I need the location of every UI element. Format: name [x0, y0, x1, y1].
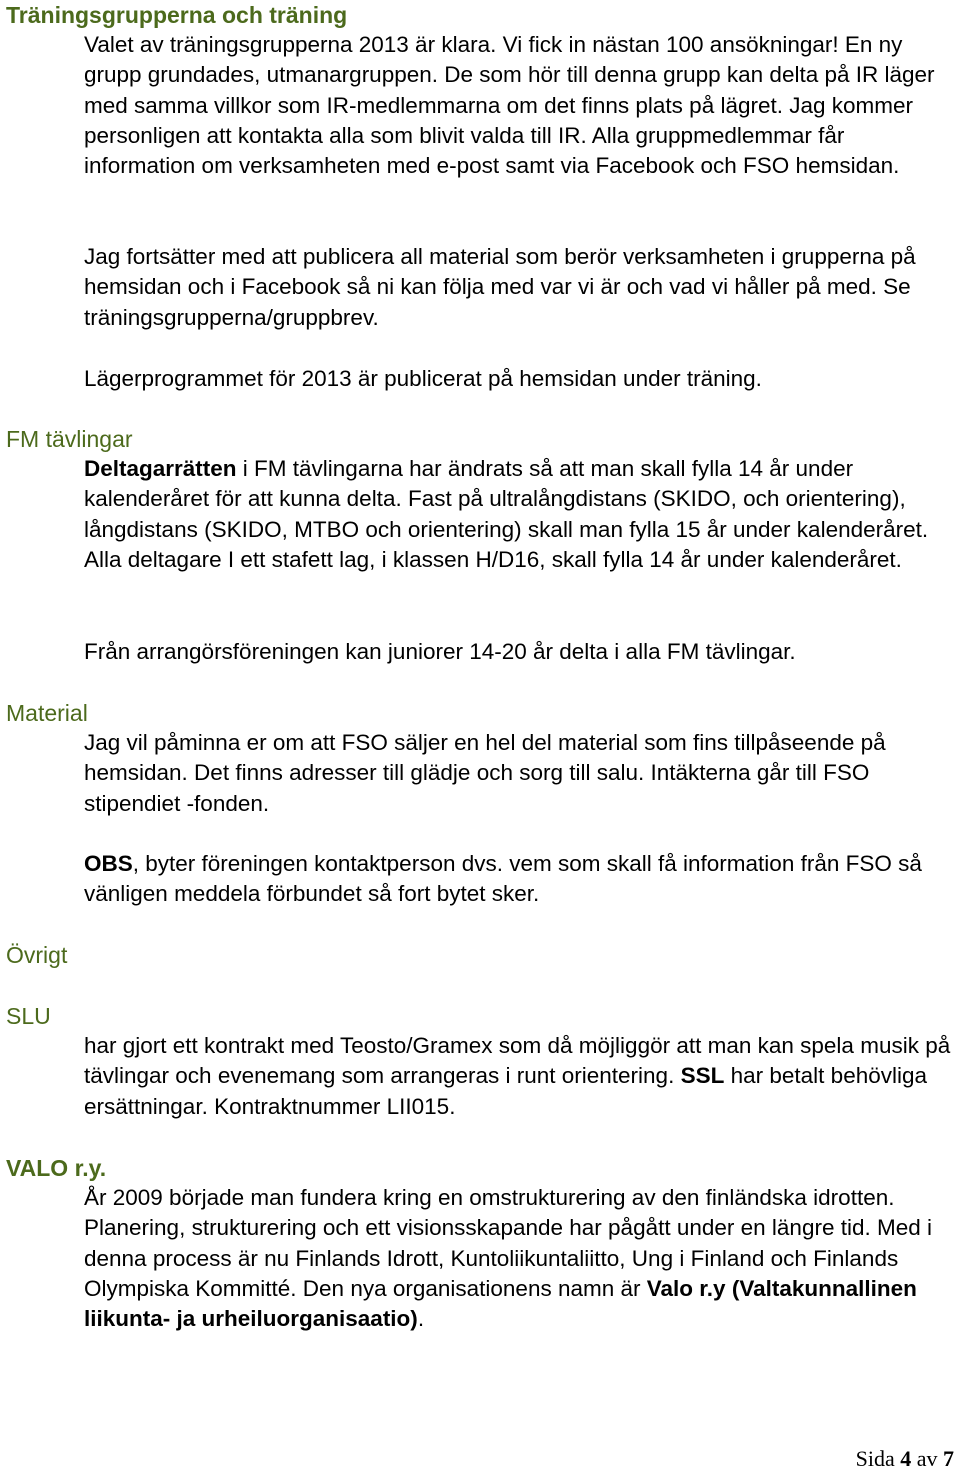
section-heading-valo: VALO r.y.	[6, 1155, 107, 1181]
footer-middle: av	[911, 1446, 943, 1471]
section-heading-training: Träningsgrupperna och träning	[6, 2, 348, 28]
training-paragraph-3: Lägerprogrammet för 2013 är publicerat på hemsidan under träning.	[84, 366, 762, 391]
fm-paragraph-1	[84, 454, 956, 575]
valo-paragraph-1	[84, 1183, 956, 1334]
footer-page-total: 7	[943, 1446, 954, 1471]
slu-paragraph-2-bold: SSL	[680, 1063, 725, 1089]
valo-paragraph-1-text: År 2009 började man fundera kring en omstrukturering av den finländska idrotten. Planering, strukturering och ett visionsskapande har pågått under en längre tid. Med i denna process är nu Finlands Idrott, Kuntoliikuntaliitto, Ung i Finland och Finlands Olympiska Kommitté. Den nya organisationens namn är	[84, 1185, 933, 1301]
slu-paragraph-1	[84, 1031, 956, 1122]
material-paragraph-1: Jag vil påminna er om att FSO säljer en hel del material som fins tillpåseende på hemsidan. Det finns adresser till glädje och sorg till salu. Intäkterna går till FSO stipendiet -fonden.	[84, 730, 886, 816]
section-heading-material: Material	[6, 700, 88, 726]
training-paragraph-1: Valet av träningsgrupperna 2013 är klara. Vi fick in nästan 100 ansökningar! En ny grupp grundades, utmanargruppen. De som hör till denna grupp kan delta på IR läger med samma villkor som IR-medlemmarna om det finns plats på lägret. Jag kommer personligen att kontakta alla som blivit valda till IR. Alla gruppmedlemmar får information om verksamheten med e-post samt via Facebook och FSO hemsidan.	[84, 32, 935, 179]
training-paragraph-2: Jag fortsätter med att publicera all material som berör verksamheten i grupperna på hemsidan och i Facebook så ni kan följa med var vi är och vad vi håller på med. Se träningsgrupperna/gruppbrev.	[84, 244, 916, 330]
slu-paragraph-2-text: har betalt behövliga ersättningar. Kontraktnummer LII015.	[84, 1063, 928, 1119]
section-heading-slu: SLU	[6, 1003, 51, 1029]
valo-paragraph-1-bold: Valo r.y (Valtakunnallinen liikunta- ja urheiluorganisaatio)	[84, 1275, 917, 1332]
material-paragraph-2-bold: OBS	[84, 851, 133, 876]
section-heading-ovrigt: Övrigt	[6, 942, 68, 968]
slu-paragraph-1-text: har gjort ett kontrakt med Teosto/Gramex som då möjliggör att man kan spela musik på tävlingar och evenemang som arrangeras i runt orientering.	[84, 1033, 951, 1089]
section-heading-fm: FM tävlingar	[6, 426, 133, 452]
fm-paragraph-1-text: i FM tävlingarna har ändrats så att man skall fylla 14 år under kalenderåret för att kunna delta. Fast på ultralångdistans (SKIDO, och orientering), långdistans (SKIDO, MTBO och orientering) skall man fylla 15 år under kalenderåret. Alla deltagare I ett stafett lag, i klassen H/D16, skall fylla 14 år under kalenderåret.	[84, 456, 929, 572]
material-paragraph-2	[84, 849, 956, 910]
fm-paragraph-1-bold: Deltagarrätten	[84, 456, 237, 481]
footer-page-number: 4	[900, 1446, 912, 1471]
fm-paragraph-2: Från arrangörsföreningen kan juniorer 14-20 år delta i alla FM tävlingar.	[84, 639, 796, 664]
page-footer	[856, 1445, 954, 1473]
valo-paragraph-1-end: .	[417, 1306, 425, 1332]
material-paragraph-2-text: , byter föreningen kontaktperson dvs. vem som skall få information från FSO så vänligen meddela förbundet så fort bytet sker.	[84, 851, 922, 907]
footer-prefix: Sida	[855, 1446, 901, 1471]
